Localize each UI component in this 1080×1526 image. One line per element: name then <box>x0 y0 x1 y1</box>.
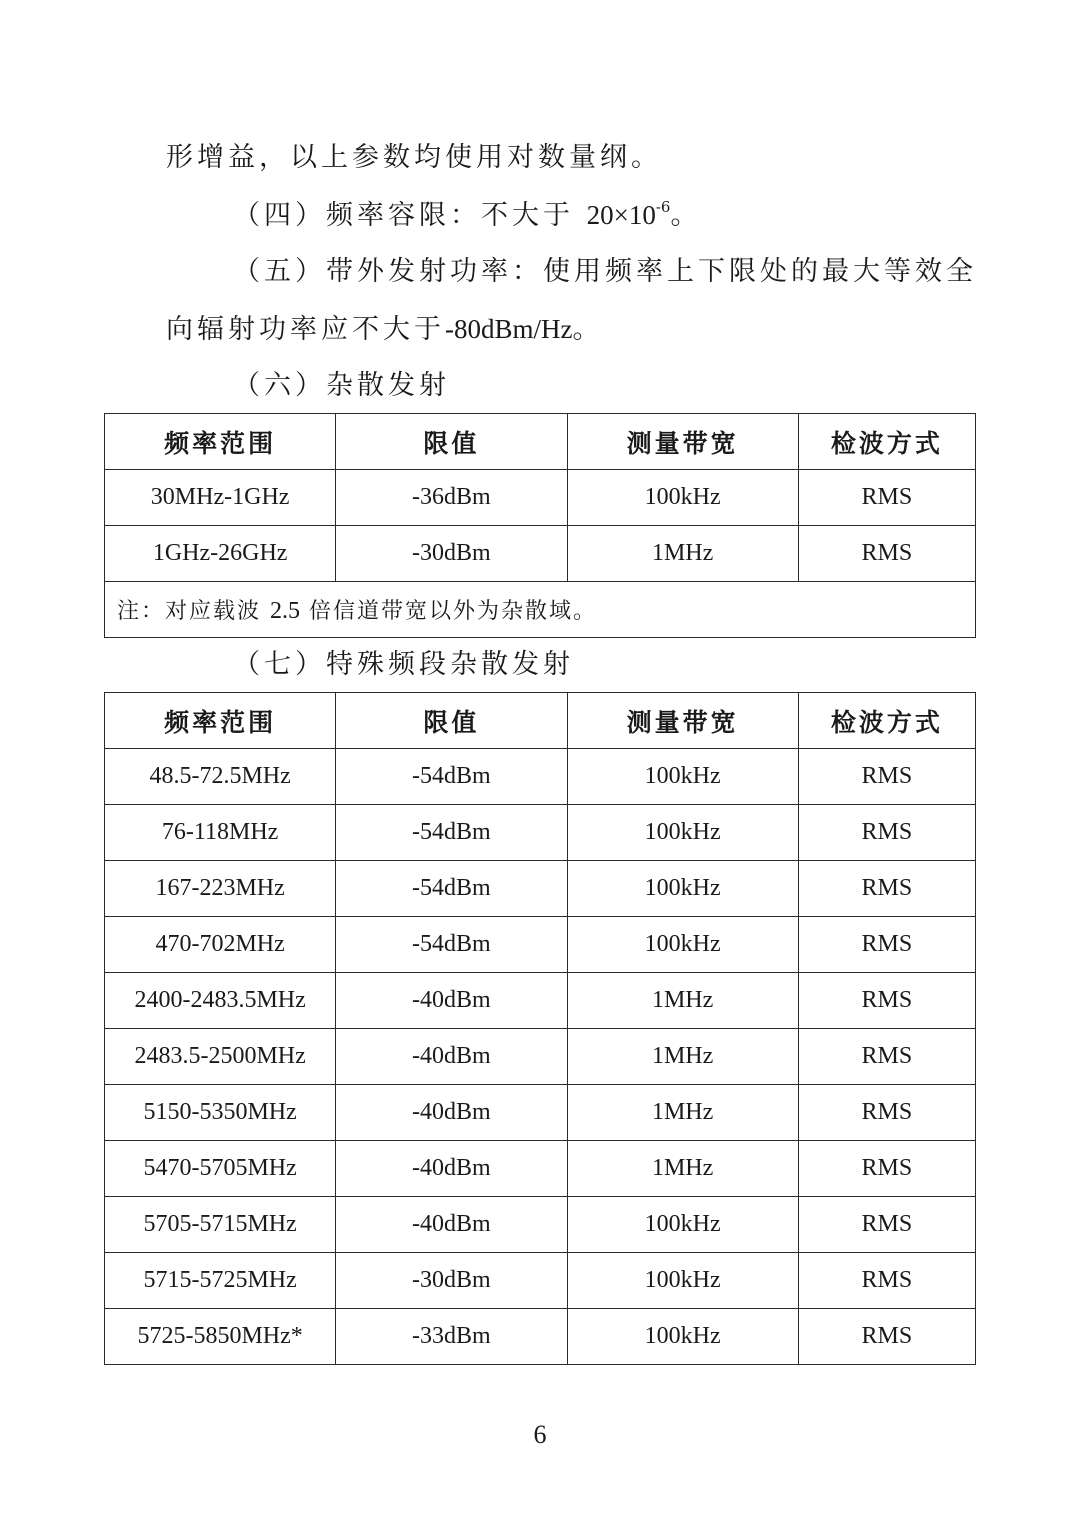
cell-detection: RMS <box>798 1253 975 1309</box>
table-row <box>105 1197 976 1253</box>
paragraph-out-of-band-power <box>233 255 977 289</box>
cell-detection: RMS <box>798 973 975 1029</box>
section-heading-spurious-emission <box>233 369 450 403</box>
cell-bandwidth: 100kHz <box>567 917 798 973</box>
cell-bandwidth: 100kHz <box>567 861 798 917</box>
cell-detection: RMS <box>798 1309 975 1365</box>
cell-bandwidth: 1MHz <box>567 1085 798 1141</box>
frequency-tolerance-value: 20×10 <box>586 200 656 230</box>
table-row <box>105 1029 976 1085</box>
cell-bandwidth: 100kHz <box>567 749 798 805</box>
cell-detection: RMS <box>798 805 975 861</box>
header-frequency-range: 频率范围 <box>105 414 336 470</box>
cell-bandwidth: 1MHz <box>567 526 798 582</box>
cell-frequency-range: 2400-2483.5MHz <box>105 973 336 1029</box>
cell-limit: -54dBm <box>336 861 567 917</box>
cell-frequency-range: 2483.5-2500MHz <box>105 1029 336 1085</box>
cell-detection: RMS <box>798 1197 975 1253</box>
header-measurement-bandwidth: 测量带宽 <box>567 693 798 749</box>
cell-limit: -54dBm <box>336 749 567 805</box>
table-note-row <box>105 582 976 638</box>
cell-detection: RMS <box>798 917 975 973</box>
table-row <box>105 805 976 861</box>
cell-bandwidth: 100kHz <box>567 1253 798 1309</box>
cell-bandwidth: 100kHz <box>567 470 798 526</box>
section-heading-special-band-text: （七）特殊频段杂散发射 <box>233 649 574 680</box>
cell-detection: RMS <box>798 1029 975 1085</box>
cell-frequency-range: 5150-5350MHz <box>105 1085 336 1141</box>
paragraph-gain-note <box>166 141 662 175</box>
table-header-row <box>105 414 976 470</box>
cell-limit: -40dBm <box>336 1085 567 1141</box>
frequency-tolerance-label: （四）频率容限：不大于 <box>233 200 587 231</box>
table-row <box>105 470 976 526</box>
cell-detection: RMS <box>798 1085 975 1141</box>
table-row <box>105 526 976 582</box>
cell-frequency-range: 470-702MHz <box>105 917 336 973</box>
table-row <box>105 1141 976 1197</box>
table-row <box>105 917 976 973</box>
cell-bandwidth: 1MHz <box>567 973 798 1029</box>
cell-detection: RMS <box>798 470 975 526</box>
cell-limit: -30dBm <box>336 526 567 582</box>
cell-bandwidth: 1MHz <box>567 1029 798 1085</box>
header-measurement-bandwidth: 测量带宽 <box>567 414 798 470</box>
out-of-band-power-value: -80dBm/Hz <box>445 314 573 344</box>
table-note-value: 2.5 <box>270 598 300 624</box>
cell-limit: -33dBm <box>336 1309 567 1365</box>
cell-frequency-range: 5725-5850MHz* <box>105 1309 336 1365</box>
cell-frequency-range: 167-223MHz <box>105 861 336 917</box>
cell-limit: -40dBm <box>336 1141 567 1197</box>
header-frequency-range: 频率范围 <box>105 693 336 749</box>
page-number: 6 <box>533 1420 547 1449</box>
cell-limit: -40dBm <box>336 973 567 1029</box>
header-limit: 限值 <box>336 414 567 470</box>
cell-frequency-range: 76-118MHz <box>105 805 336 861</box>
cell-limit: -40dBm <box>336 1029 567 1085</box>
header-detection-mode: 检波方式 <box>798 693 975 749</box>
paragraph-out-of-band-power-cont <box>166 312 604 347</box>
cell-frequency-range: 5715-5725MHz <box>105 1253 336 1309</box>
header-detection-mode: 检波方式 <box>798 414 975 470</box>
cell-bandwidth: 100kHz <box>567 1197 798 1253</box>
section-heading-spurious-text: （六）杂散发射 <box>233 370 450 401</box>
cell-bandwidth: 1MHz <box>567 1141 798 1197</box>
cell-frequency-range: 48.5-72.5MHz <box>105 749 336 805</box>
table-header-row <box>105 693 976 749</box>
out-of-band-power-period: 。 <box>572 314 604 345</box>
cell-frequency-range: 5705-5715MHz <box>105 1197 336 1253</box>
cell-frequency-range: 30MHz-1GHz <box>105 470 336 526</box>
out-of-band-power-cont-text: 向辐射功率应不大于 <box>166 314 445 345</box>
cell-limit: -30dBm <box>336 1253 567 1309</box>
cell-bandwidth: 100kHz <box>567 805 798 861</box>
table-row <box>105 973 976 1029</box>
cell-detection: RMS <box>798 861 975 917</box>
special-band-spurious-table <box>104 692 976 1365</box>
out-of-band-power-text: （五）带外发射功率：使用频率上下限处的最大等效全 <box>233 256 977 287</box>
table-row <box>105 1085 976 1141</box>
cell-frequency-range: 1GHz-26GHz <box>105 526 336 582</box>
table-row <box>105 749 976 805</box>
section-heading-special-band <box>233 648 574 682</box>
cell-detection: RMS <box>798 1141 975 1197</box>
cell-limit: -40dBm <box>336 1197 567 1253</box>
spurious-emission-table <box>104 413 976 638</box>
cell-limit: -54dBm <box>336 805 567 861</box>
table-note-suffix: 倍信道带宽以外为杂散域。 <box>300 599 597 624</box>
cell-bandwidth: 100kHz <box>567 1309 798 1365</box>
table-note-prefix: 注：对应载波 <box>117 599 270 624</box>
cell-detection: RMS <box>798 526 975 582</box>
paragraph-gain-text: 形增益，以上参数均使用对数量纲。 <box>166 142 662 173</box>
cell-limit: -54dBm <box>336 917 567 973</box>
cell-limit: -36dBm <box>336 470 567 526</box>
table-row <box>105 1309 976 1365</box>
frequency-tolerance-period: 。 <box>670 200 702 231</box>
frequency-tolerance-exponent: -6 <box>655 198 671 216</box>
paragraph-frequency-tolerance <box>233 198 701 233</box>
table-row <box>105 861 976 917</box>
table-note <box>105 582 976 638</box>
cell-detection: RMS <box>798 749 975 805</box>
cell-frequency-range: 5470-5705MHz <box>105 1141 336 1197</box>
table-row <box>105 1253 976 1309</box>
special-band-table-body <box>105 749 976 1365</box>
header-limit: 限值 <box>336 693 567 749</box>
